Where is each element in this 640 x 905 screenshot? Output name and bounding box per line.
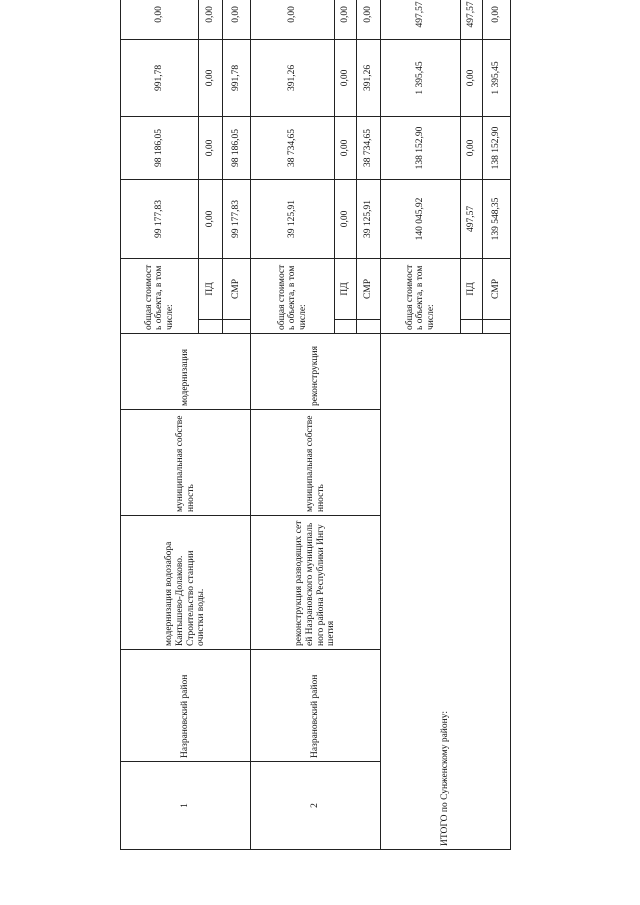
value-cell: 0,00	[251, 0, 335, 39]
investment-objects-table	[120, 0, 511, 850]
work-type-cell: реконструкция	[251, 334, 381, 410]
value-cell: 0,00	[335, 39, 357, 116]
value-cell: 391,26	[357, 39, 381, 116]
indent-cell	[357, 320, 381, 334]
value-cell: 0,00	[335, 179, 357, 258]
value-cell: 497,57	[381, 0, 461, 39]
indent-cell	[483, 320, 511, 334]
value-cell: 0,00	[461, 116, 483, 179]
value-cell: 0,00	[335, 116, 357, 179]
value-cell: 39 125,91	[251, 179, 335, 258]
value-cell: 38 734,65	[357, 116, 381, 179]
table-row	[251, 0, 335, 850]
total-row-label: ИТОГО по Сунженскому району:	[381, 334, 511, 850]
row-number: 1	[121, 762, 251, 850]
value-cell: 0,00	[199, 116, 223, 179]
value-cell: 1 395,45	[483, 39, 511, 116]
indent-cell	[223, 320, 251, 334]
indent-cell	[461, 320, 483, 334]
smr-label: СМР	[357, 258, 381, 319]
table-row	[381, 0, 461, 850]
value-cell: 497,57	[461, 179, 483, 258]
document-page	[120, 1, 510, 850]
rotated-table-wrapper	[120, 1, 510, 850]
value-cell: 139 548,35	[483, 179, 511, 258]
value-cell: 991,78	[223, 39, 251, 116]
pd-label: ПД	[335, 258, 357, 319]
value-cell: 39 125,91	[357, 179, 381, 258]
value-cell: 0,00	[199, 179, 223, 258]
work-type-cell: модернизация	[121, 334, 251, 410]
ownership-cell: муниципальная собственность	[251, 410, 381, 516]
ownership-cell: муниципальная собственность	[121, 410, 251, 516]
row-number: 2	[251, 762, 381, 850]
smr-label: СМР	[223, 258, 251, 319]
value-cell: 98 186,05	[223, 116, 251, 179]
indent-cell	[199, 320, 223, 334]
value-cell: 391,26	[251, 39, 335, 116]
total-cost-label: общая стоимость объекта, в том числе:	[251, 258, 335, 333]
value-cell: 0,00	[335, 0, 357, 39]
value-cell: 497,57	[461, 0, 483, 39]
table-row	[121, 0, 199, 850]
value-cell: 0,00	[357, 0, 381, 39]
total-cost-label: общая стоимость объекта, в том числе:	[121, 258, 199, 333]
value-cell: 138 152,90	[381, 116, 461, 179]
district-cell: Назрановский район	[251, 650, 381, 762]
smr-label: СМР	[483, 258, 511, 319]
value-cell: 99 177,83	[121, 179, 199, 258]
total-cost-label: общая стоимость объекта, в том числе:	[381, 258, 461, 333]
value-cell: 98 186,05	[121, 116, 199, 179]
value-cell: 0,00	[121, 0, 199, 39]
value-cell: 0,00	[483, 0, 511, 39]
value-cell: 140 045,92	[381, 179, 461, 258]
value-cell: 138 152,90	[483, 116, 511, 179]
object-name-cell: реконструкция разводящих сетей Назрановского муниципального района Республики Ингушетия	[251, 516, 381, 650]
value-cell: 0,00	[223, 0, 251, 39]
value-cell: 99 177,83	[223, 179, 251, 258]
pd-label: ПД	[461, 258, 483, 319]
value-cell: 0,00	[461, 39, 483, 116]
object-name-cell: модернизация водозабора Кантышево-Долаково. Строительство станции очистки воды.	[121, 516, 251, 650]
district-cell: Назрановский район	[121, 650, 251, 762]
value-cell: 991,78	[121, 39, 199, 116]
indent-cell	[335, 320, 357, 334]
pd-label: ПД	[199, 258, 223, 319]
value-cell: 1 395,45	[381, 39, 461, 116]
value-cell: 0,00	[199, 39, 223, 116]
value-cell: 38 734,65	[251, 116, 335, 179]
value-cell: 0,00	[199, 0, 223, 39]
